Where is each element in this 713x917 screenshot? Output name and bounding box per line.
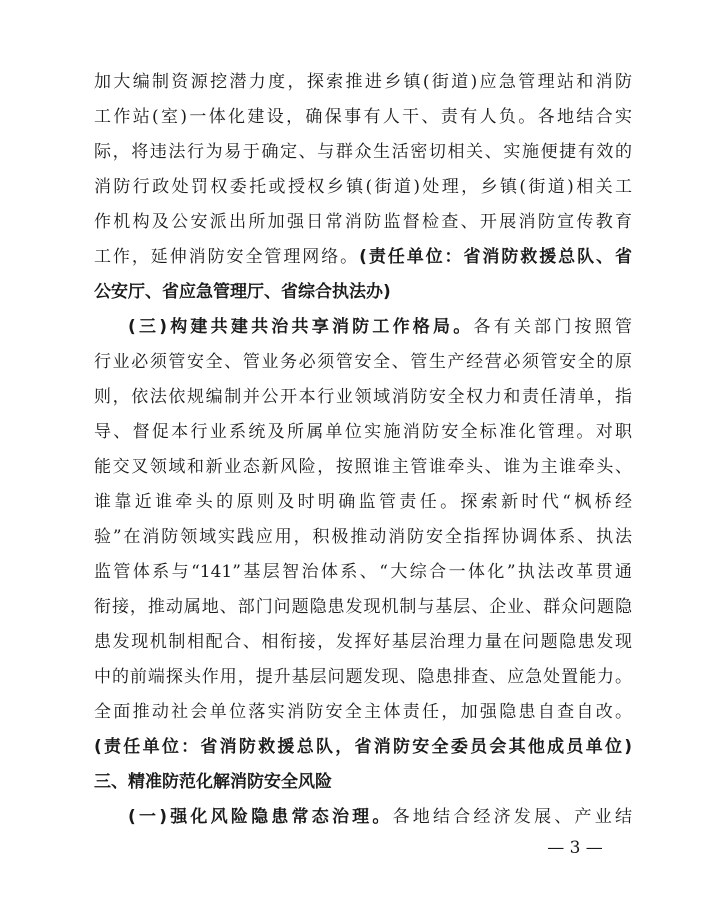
- paragraph-line: 导、督促本行业系统及所属单位实施消防安全标准化管理。对职: [94, 422, 632, 442]
- responsibility-note: (责任单位：省消防救援总队，省消防安全委员会其他成员单位): [94, 737, 632, 757]
- responsibility-note: (责任单位：省消防救援总队、省: [359, 247, 632, 267]
- line-text: 工作，延伸消防安全管理网络。: [94, 247, 360, 267]
- paragraph-line: 行业必须管安全、管业务必须管安全、管生产经营必须管安全的原: [94, 352, 632, 372]
- responsibility-note-line: [94, 275, 632, 309]
- line-text: 各有关部门按照管: [473, 317, 632, 337]
- paragraph-line: 工作站(室)一体化建设，确保事有人干、责有人负。各地结合实: [94, 107, 632, 127]
- paragraph-line: 能交叉领域和新业态新风险，按照谁主管谁牵头、谁为主谁牵头、: [94, 457, 632, 477]
- paragraph-line: 消防行政处罚权委托或授权乡镇(街道)处理，乡镇(街道)相关工: [94, 177, 632, 197]
- paragraph-line: 监管体系与“141”基层智治体系、“大综合一体化”执法改革贯通: [94, 562, 632, 582]
- paragraph-line: 则，依法依规编制并公开本行业领域消防安全权力和责任清单，指: [94, 387, 632, 407]
- paragraph-line: 加大编制资源挖潜力度，探索推进乡镇(街道)应急管理站和消防: [94, 72, 632, 92]
- paragraph-line: 作机构及公安派出所加强日常消防监督检查、开展消防宣传教育: [94, 212, 632, 232]
- page-number: — 3 —: [547, 838, 603, 858]
- line-text: 各地结合经济发展、产业结: [392, 807, 632, 827]
- paragraph-line: 患发现机制相配合、相衔接，发挥好基层治理力量在问题隐患发现: [94, 632, 632, 652]
- paragraph-line: 衔接，推动属地、部门问题隐患发现机制与基层、企业、群众问题隐: [94, 597, 632, 617]
- paragraph-line: 谁靠近谁牵头的原则及时明确监管责任。探索新时代“枫桥经: [94, 492, 632, 512]
- responsibility-note: 公安厅、省应急管理厅、省综合执法办): [94, 282, 391, 302]
- chapter-heading: 三、精准防范化解消防安全风险: [94, 772, 332, 792]
- paragraph-line: 中的前端探头作用，提升基层问题发现、隐患排查、应急处置能力。: [94, 667, 632, 687]
- section-heading-line: [128, 310, 632, 344]
- subsection-heading: (一)强化风险隐患常态治理。: [128, 807, 393, 827]
- section-heading-line: [128, 800, 632, 834]
- paragraph-line: [94, 240, 632, 274]
- paragraph-line: 验”在消防领域实践应用，积极推动消防安全指挥协调体系、执法: [94, 527, 632, 547]
- paragraph-line: 全面推动社会单位落实消防安全主体责任，加强隐患自查自改。: [94, 702, 632, 722]
- paragraph-line: 际，将违法行为易于确定、与群众生活密切相关、实施便捷有效的: [94, 142, 632, 162]
- subsection-heading: (三)构建共建共治共享消防工作格局。: [128, 317, 474, 337]
- responsibility-note-line: [94, 730, 632, 764]
